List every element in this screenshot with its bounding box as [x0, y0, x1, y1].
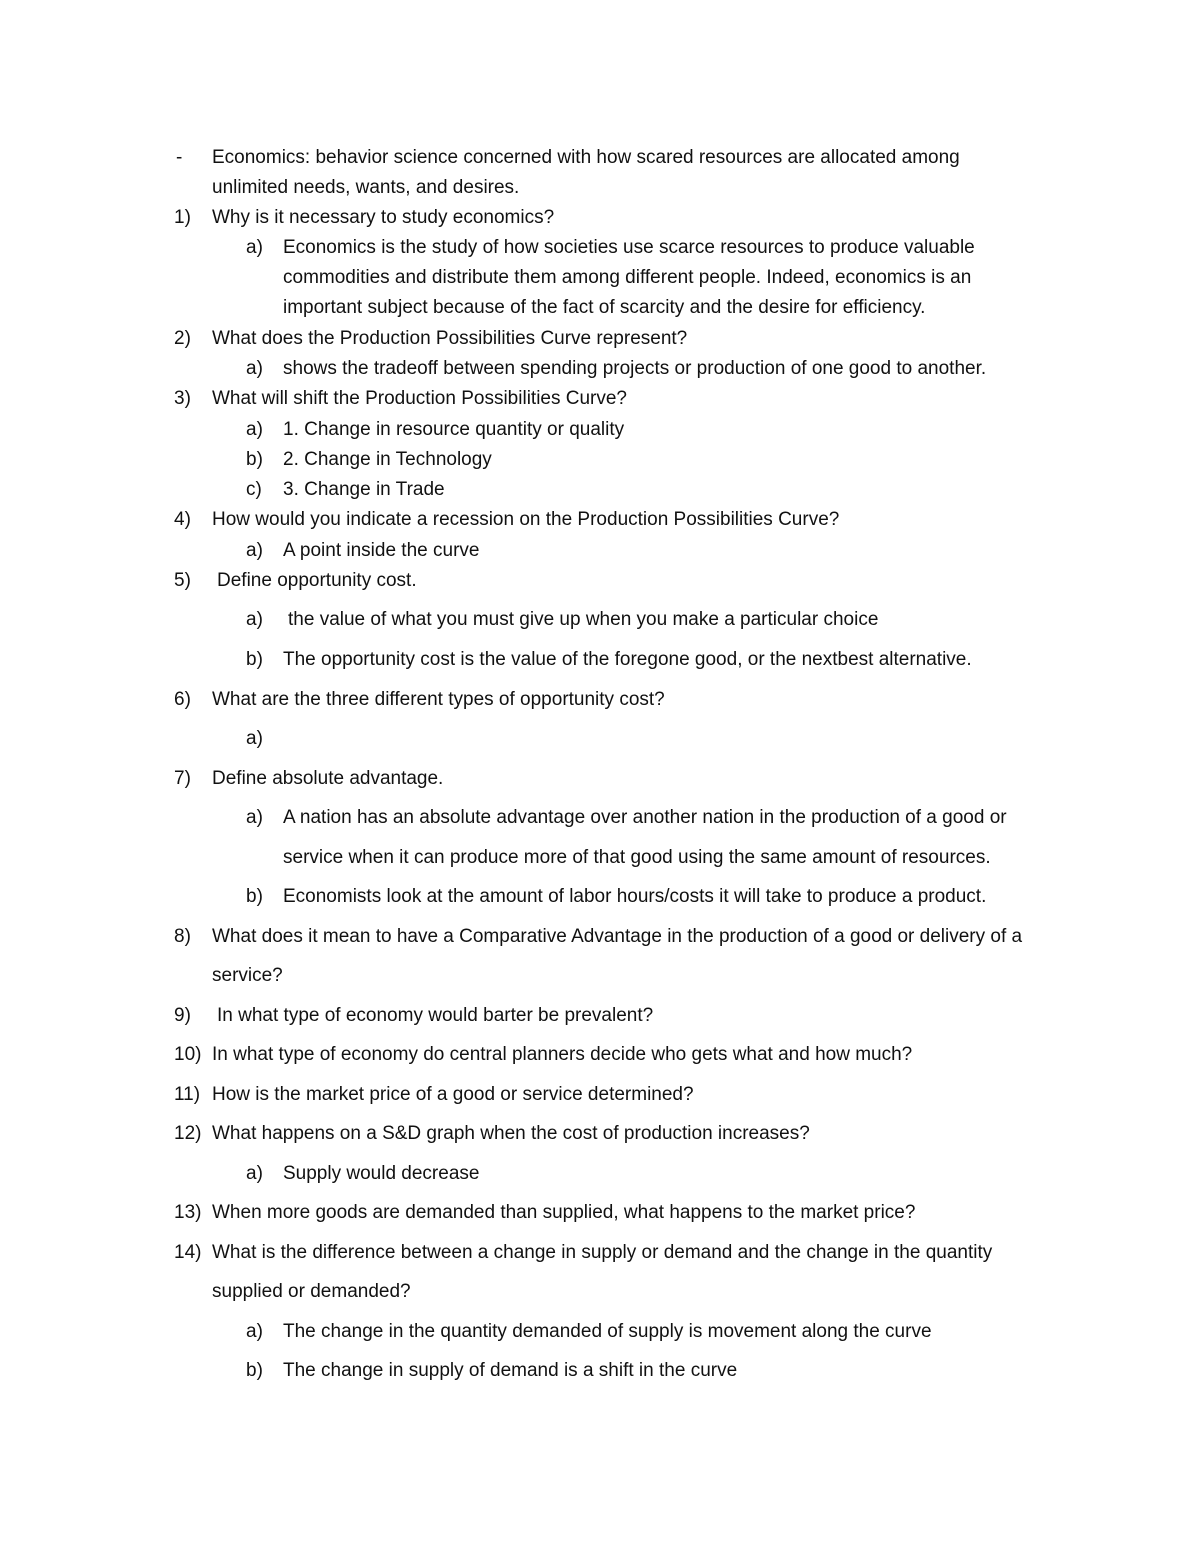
- answer-text: commodities and distribute them among different people. Indeed, economics is an: [283, 267, 972, 288]
- answer-text: A point inside the curve: [283, 540, 480, 561]
- question-text: What does the Production Possibilities Curve represent?: [212, 328, 688, 349]
- question-number: 13): [174, 1202, 202, 1223]
- question-number: 1): [174, 207, 191, 228]
- answer-text: 3. Change in Trade: [283, 479, 445, 500]
- answer-marker: b): [246, 886, 263, 907]
- answer-text: A nation has an absolute advantage over another nation in the production of a good or: [283, 807, 1007, 828]
- question-text: Define opportunity cost.: [217, 570, 417, 591]
- intro-dash-marker: -: [176, 147, 183, 168]
- answer-text: Economics is the study of how societies use scarce resources to produce valuable: [283, 237, 975, 258]
- answer-marker: a): [246, 1321, 263, 1342]
- question-text: What are the three different types of opportunity cost?: [212, 689, 665, 710]
- answer-text: 2. Change in Technology: [283, 449, 492, 470]
- answer-text: 1. Change in resource quantity or quality: [283, 419, 625, 440]
- answer-text: shows the tradeoff between spending projects or production of one good to another.: [283, 358, 987, 379]
- question-number: 5): [174, 570, 191, 591]
- answer-text: Economists look at the amount of labor hours/costs it will take to produce a product.: [283, 886, 987, 907]
- answer-marker: a): [246, 237, 263, 258]
- answer-marker: c): [246, 479, 262, 500]
- question-number: 9): [174, 1005, 191, 1026]
- answer-marker: a): [246, 1163, 263, 1184]
- question-text: What does it mean to have a Comparative Advantage in the production of a good or delivery of a: [212, 926, 1023, 947]
- question-text: What happens on a S&D graph when the cost of production increases?: [212, 1123, 810, 1144]
- question-text: When more goods are demanded than supplied, what happens to the market price?: [212, 1202, 916, 1223]
- question-text: In what type of economy would barter be prevalent?: [217, 1005, 654, 1026]
- answer-text: The change in supply of demand is a shift in the curve: [283, 1360, 738, 1381]
- question-text: What will shift the Production Possibilities Curve?: [212, 388, 628, 409]
- answer-text: important subject because of the fact of scarcity and the desire for efficiency.: [283, 297, 926, 318]
- answer-text: the value of what you must give up when you make a particular choice: [288, 609, 879, 630]
- answer-marker: a): [246, 540, 263, 561]
- question-text: Define absolute advantage.: [212, 768, 444, 789]
- question-number: 6): [174, 689, 191, 710]
- intro-line: Economics: behavior science concerned with how scared resources are allocated among: [212, 147, 960, 168]
- question-text: In what type of economy do central planners decide who gets what and how much?: [212, 1044, 913, 1065]
- answer-text: The opportunity cost is the value of the foregone good, or the nextbest alternative.: [283, 649, 972, 670]
- answer-marker: a): [246, 807, 263, 828]
- question-number: 3): [174, 388, 191, 409]
- question-number: 10): [174, 1044, 202, 1065]
- question-text: Why is it necessary to study economics?: [212, 207, 555, 228]
- question-number: 7): [174, 768, 191, 789]
- question-number: 4): [174, 509, 191, 530]
- intro-line: unlimited needs, wants, and desires.: [212, 177, 520, 198]
- question-number: 2): [174, 328, 191, 349]
- question-text: service?: [212, 965, 283, 986]
- question-number: 8): [174, 926, 191, 947]
- question-text: What is the difference between a change in supply or demand and the change in the quantity: [212, 1242, 993, 1263]
- answer-marker: b): [246, 649, 263, 670]
- question-text: supplied or demanded?: [212, 1281, 411, 1302]
- question-number: 12): [174, 1123, 202, 1144]
- question-number: 14): [174, 1242, 202, 1263]
- answer-text: service when it can produce more of that good using the same amount of resources.: [283, 847, 991, 868]
- question-text: How would you indicate a recession on the Production Possibilities Curve?: [212, 509, 840, 530]
- answer-marker: b): [246, 1360, 263, 1381]
- answer-marker: b): [246, 449, 263, 470]
- answer-text: Supply would decrease: [283, 1163, 480, 1184]
- answer-text: The change in the quantity demanded of supply is movement along the curve: [283, 1321, 932, 1342]
- answer-marker: a): [246, 609, 263, 630]
- question-text: How is the market price of a good or service determined?: [212, 1084, 694, 1105]
- answer-marker: a): [246, 728, 263, 749]
- question-number: 11): [174, 1084, 201, 1105]
- answer-marker: a): [246, 419, 263, 440]
- answer-marker: a): [246, 358, 263, 379]
